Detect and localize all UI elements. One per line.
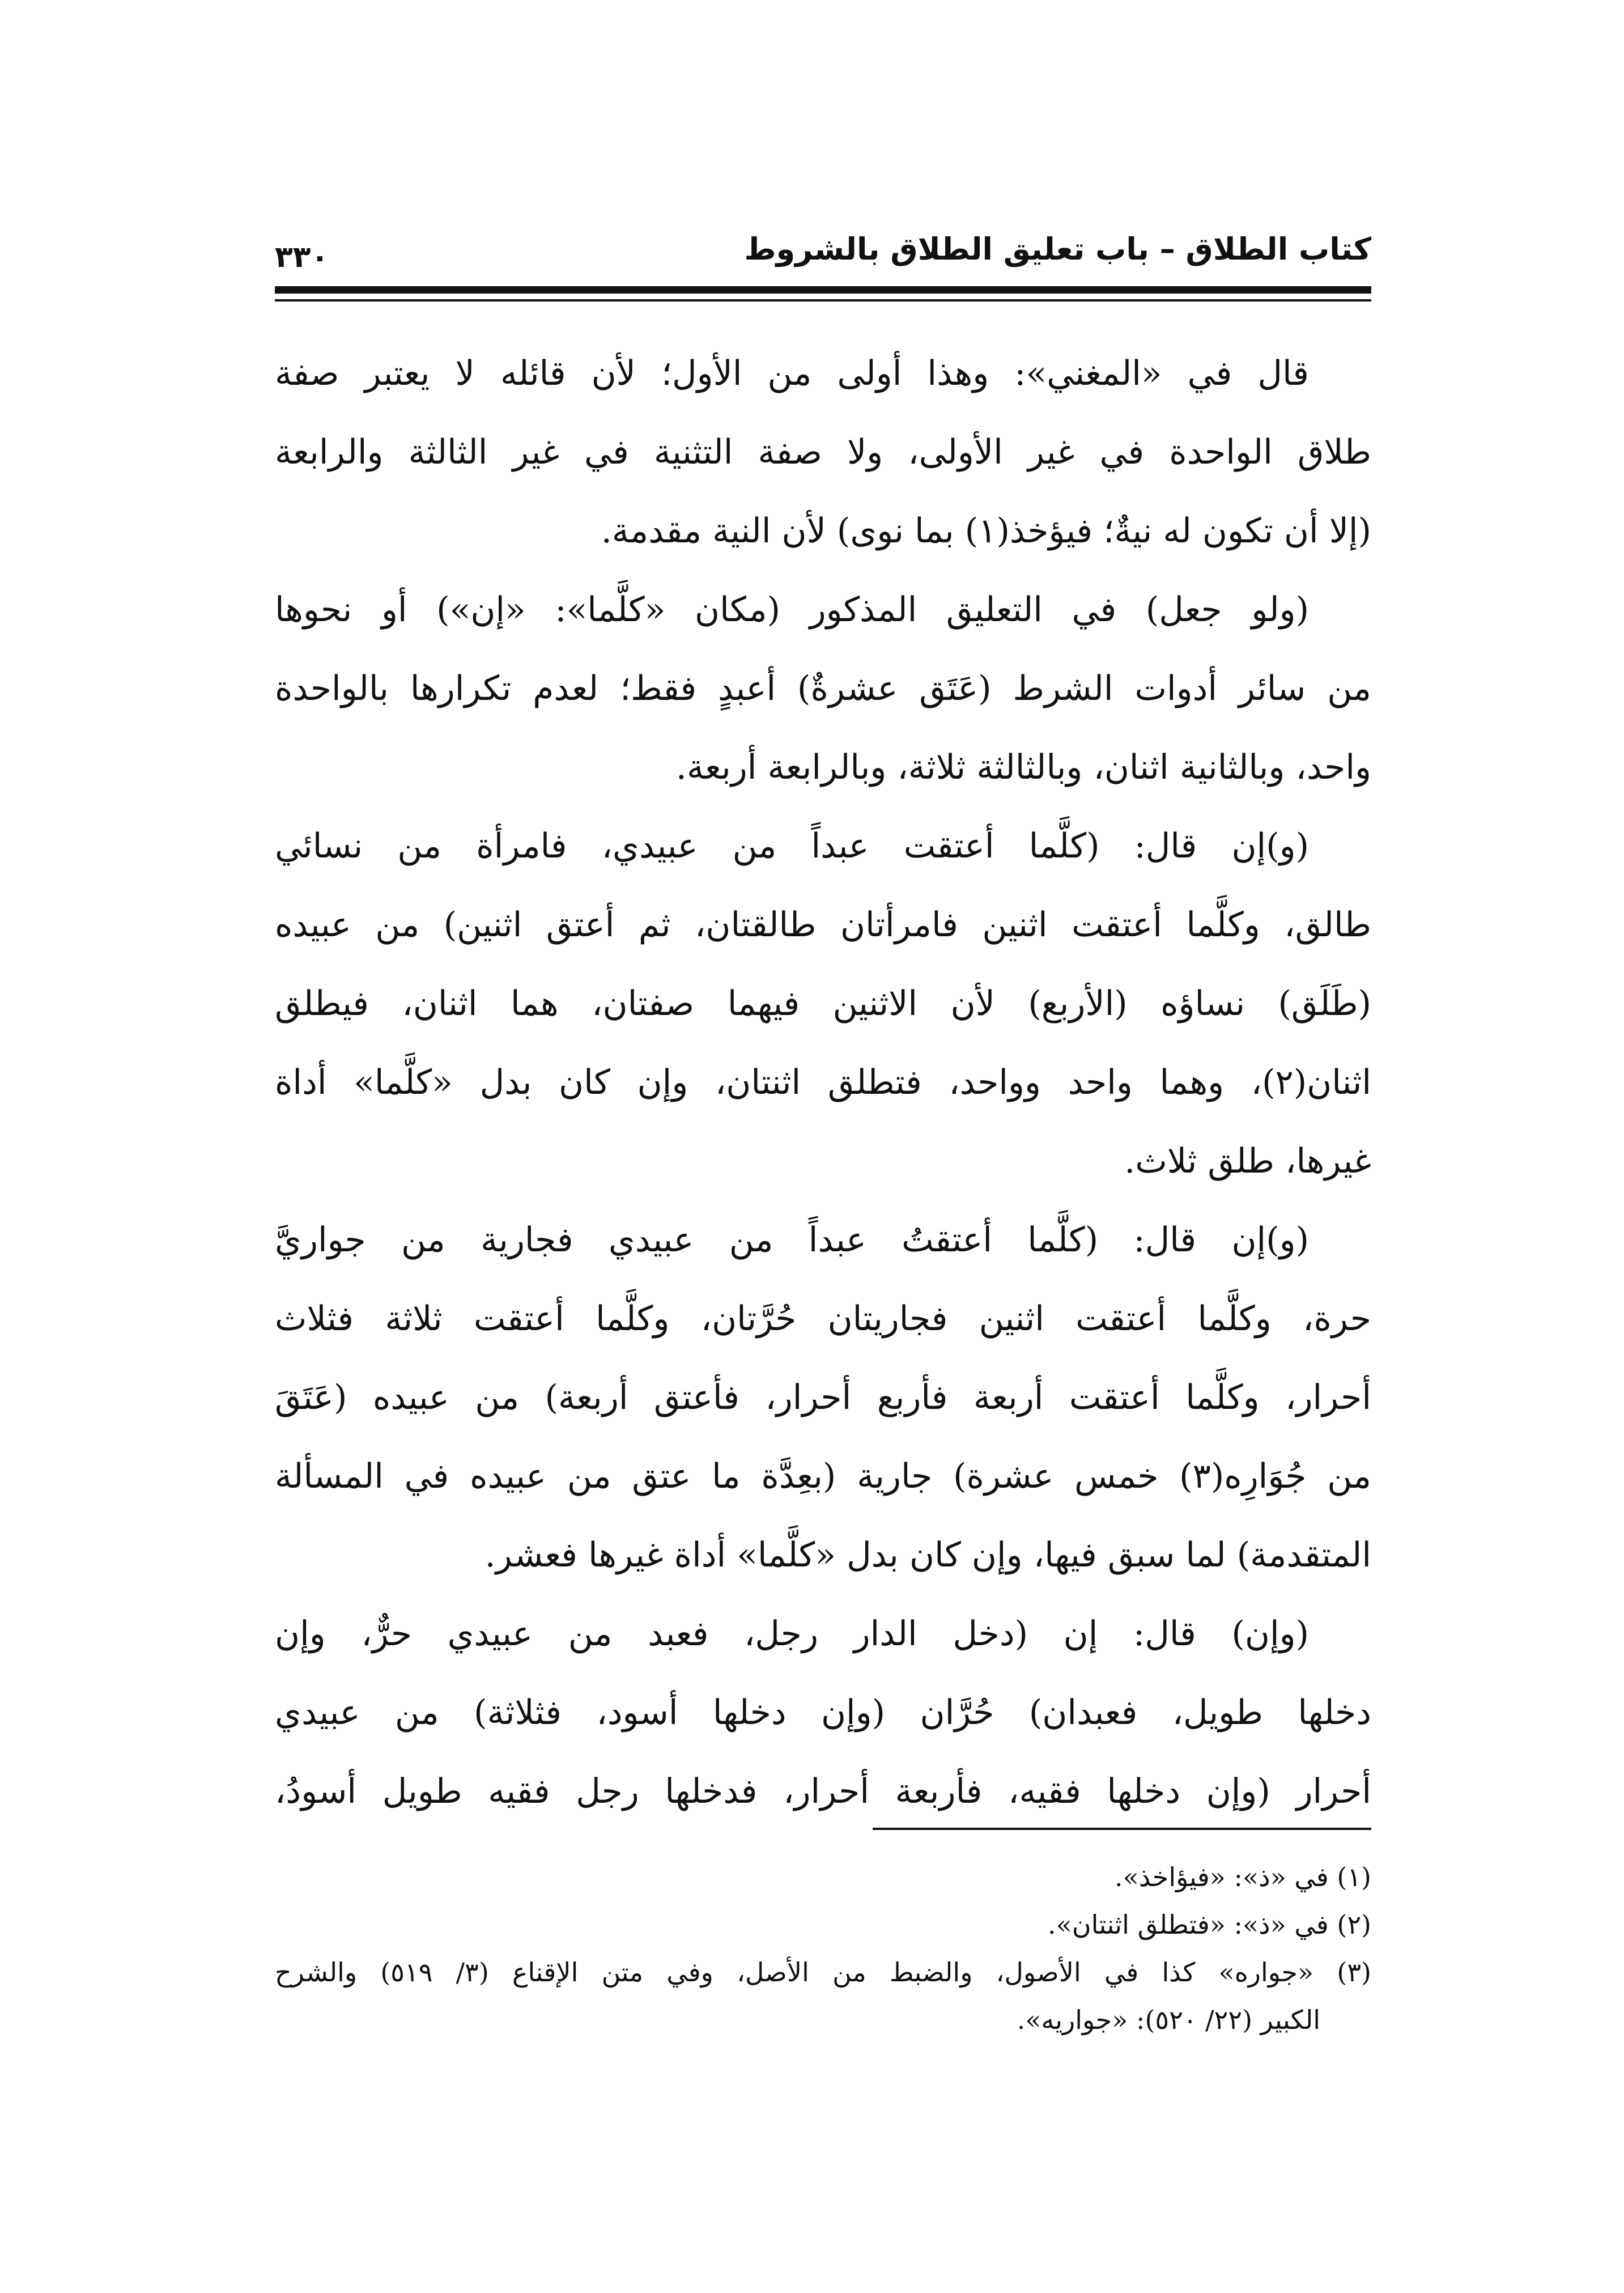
text-line: (و)إن قال: (كلَّما أعتقتُ عبداً من عبيدي فجارية من جواريَّ [275, 1220, 1309, 1260]
page-number: ٣٣٠ [275, 240, 329, 274]
running-header [275, 224, 1371, 275]
text-line: اثنان(٢)، وهما واحد وواحد، فتطلق اثنتان، وإن كان بدل «كلَّما» أداة [275, 1063, 1371, 1102]
text-line: دخلها طويل، فعبدان) حُرَّان (وإن دخلها أسود، فثلاثة) من عبيدي [275, 1693, 1371, 1733]
text-line: قال في «المغني»: وهذا أولى من الأول؛ لأن قائله لا يعتبر صفة [275, 354, 1309, 393]
header-rule-thick [275, 286, 1371, 294]
text-line: غيرها، طلق ثلاث. [1124, 1141, 1371, 1181]
footnote-3: (٣) «جواره» كذا في الأصول، والضبط من الأصل، وفي متن الإقناع (٣/ ٥١٩) والشرح [275, 1957, 1371, 1988]
footnotes [275, 1853, 1371, 2044]
text-line: طالق، وكلَّما أعتقت اثنين فامرأتان طالقتان، ثم أعتق اثنين) من عبيده [275, 905, 1371, 945]
text-line: (وإن) قال: إن (دخل الدار رجل، فعبد من عبيدي حرٌّ، وإن [275, 1614, 1309, 1654]
footnote-separator [873, 1828, 1371, 1830]
text-line: أحرار (وإن دخلها فقيه، فأربعة أحرار، فدخلها رجل فقيه طويل أسودُ، [275, 1772, 1371, 1811]
footnote-2: (٢) في «ذ»: «فتطلق اثنتان». [1048, 1909, 1371, 1940]
text-line: طلاق الواحدة في غير الأولى، ولا صفة التثنية في غير الثالثة والرابعة [275, 432, 1371, 472]
footnote-3-continued: الكبير (٢٢/ ٥٢٠): «جواريه». [1017, 2005, 1320, 2035]
header-rule-thin [275, 299, 1371, 302]
main-text [275, 334, 1371, 1831]
text-line: واحد، وبالثانية اثنان، وبالثالثة ثلاثة، وبالرابعة أربعة. [675, 748, 1371, 787]
text-line: (إلا أن تكون له نيةٌ؛ فيؤخذ(١) بما نوى) لأن النية مقدمة. [601, 511, 1371, 551]
text-line: (طَلَق) نساؤه (الأربع) لأن الاثنين فيهما صفتان، هما اثنان، فيطلق [275, 984, 1371, 1024]
text-line: المتقدمة) لما سبق فيها، وإن كان بدل «كلَّما» أداة غيرها فعشر. [484, 1535, 1371, 1575]
text-line: (ولو جعل) في التعليق المذكور (مكان «كلَّما»: «إن») أو نحوها [275, 590, 1309, 630]
text-line: حرة، وكلَّما أعتقت اثنين فجاريتان حُرَّتان، وكلَّما أعتقت ثلاثة فثلاث [275, 1299, 1371, 1339]
text-line: من جُوَارِه(٣) خمس عشرة) جارية (بعِدَّة ما عتق من عبيده في المسألة [275, 1457, 1371, 1496]
footnote-1: (١) في «ذ»: «فيؤاخذ». [1115, 1862, 1371, 1892]
text-line: من سائر أدوات الشرط (عَتَق عشرةٌ) أعبدٍ فقط؛ لعدم تكرارها بالواحدة [275, 669, 1371, 708]
chapter-title: كتاب الطلاق – باب تعليق الطلاق بالشروط [744, 231, 1371, 267]
text-line: أحرار، وكلَّما أعتقت أربعة فأربع أحرار، فأعتق أربعة) من عبيده (عَتَقَ [275, 1378, 1371, 1417]
text-line: (و)إن قال: (كلَّما أعتقت عبداً من عبيدي، فامرأة من نسائي [275, 826, 1309, 866]
